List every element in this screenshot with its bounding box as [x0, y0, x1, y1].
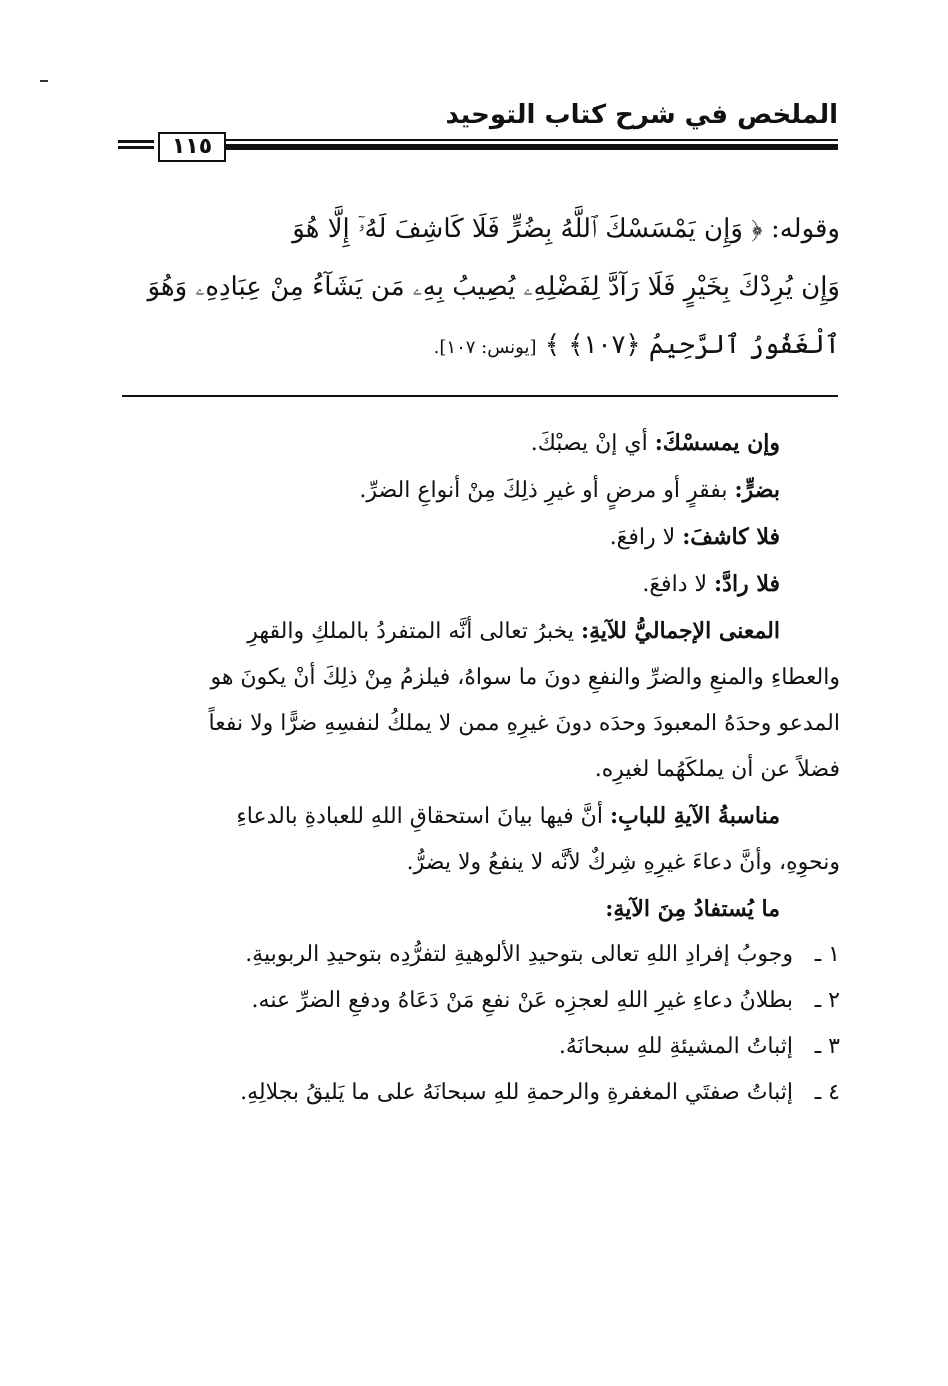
definition-meaning: لا رافعَ. [609, 525, 676, 550]
definition-term: بضرٍّ: [734, 477, 780, 503]
verse-reference: [يونس: ١٠٧]. [433, 337, 537, 358]
verse-line-3 [120, 316, 840, 377]
relevance-line-1 [120, 793, 840, 840]
header-rule [118, 132, 838, 162]
benefit-text: وجوبُ إفرادِ اللهِ تعالى بتوحيدِ الألوهيةِ لتفرُّدِه بتوحيدِ الربوبيةِ. [245, 942, 793, 967]
section-divider [122, 395, 838, 397]
definition-2 [120, 467, 840, 514]
relevance-text-1: أنَّ فيها بيانَ استحقاقِ اللهِ للعبادةِ بالدعاءِ [236, 804, 603, 829]
benefit-number: ٣ ـ [814, 1034, 840, 1059]
definition-meaning: لا دافعَ. [642, 572, 708, 597]
running-header-title: الملخص في شرح كتاب التوحيد [445, 100, 838, 130]
header-rule-thick-line [226, 144, 838, 150]
benefit-item-4 [120, 1070, 840, 1116]
definition-meaning: أي إنْ يصبْكَ. [530, 431, 648, 456]
verse-line-2: وَإِن يُرِدْكَ بِخَيْرٍ فَلَا رَآدَّ لِفَضْلِهِۦ يُصِيبُ بِهِۦ مَن يَشَآءُ مِنْ عِبَادِهِۦ وَهُوَ [147, 272, 840, 302]
benefit-number: ٤ ـ [814, 1080, 840, 1105]
definition-term: وإن يمسسْكَ: [654, 430, 780, 456]
definition-1 [120, 420, 840, 467]
benefit-text: بطلانُ دعاءِ غيرِ اللهِ لعجزِه عَنْ نفعِ مَنْ دَعَاهُ ودفعِ الضرِّ عنه. [251, 988, 793, 1013]
general-meaning-line-4: فضلاً عن أن يملكَهُما لغيرِه. [594, 757, 840, 782]
benefit-item-2 [120, 978, 840, 1024]
benefit-text: إثباتُ المشيئةِ للهِ سبحانَهُ. [558, 1034, 793, 1059]
definition-term: فلا كاشفَ: [682, 524, 780, 550]
header-rule-thin-line [226, 139, 838, 141]
definition-3 [120, 514, 840, 561]
benefit-item-1 [120, 932, 840, 978]
benefit-number: ١ ـ [814, 942, 840, 967]
general-meaning-line-1 [120, 608, 840, 655]
definition-4 [120, 561, 840, 608]
benefit-item-3 [120, 1024, 840, 1070]
general-meaning-text-1: يخبرُ تعالى أنَّه المتفردُ بالملكِ والقهرِ [247, 619, 574, 644]
benefits-heading: ما يُستفادُ مِنَ الآيةِ: [605, 896, 780, 922]
benefit-text: إثباتُ صفتَي المغفرةِ والرحمةِ للهِ سبحانَهُ على ما يَليقُ بجلالِهِ. [240, 1080, 793, 1105]
quran-verse [120, 200, 840, 377]
general-meaning-line-2: والعطاءِ والمنعِ والضرِّ والنفعِ دونَ ما سواهُ، فيلزمُ مِنْ ذلِكَ أنْ يكونَ هو [210, 665, 840, 690]
relevance-line-2: ونحوِهِ، وأنَّ دعاءَ غيرِهِ شِركٌ لأنَّه لا ينفعُ ولا يضرُّ. [406, 850, 840, 875]
general-meaning-line-3: المدعو وحدَهُ المعبودَ وحدَه دونَ غيرِهِ ممن لا يملكُ لنفسِهِ ضرًّا ولا نفعاً [208, 711, 840, 736]
verse-line-3-text: ٱلْغَفُورُ ٱلرَّحِيمُ ﴿١٠٧﴾ ﴾ [544, 330, 840, 360]
definition-term: فلا رادَّ: [714, 571, 780, 597]
definition-meaning: بفقرٍ أو مرضٍ أو غيرِ ذلِكَ مِنْ أنواعِ الضرِّ. [359, 478, 728, 503]
relevance-heading: مناسبةُ الآيةِ للبابِ: [609, 803, 780, 829]
header-rule-left-lines [118, 140, 154, 143]
page-number: ١١٥ [158, 132, 226, 162]
commentary [120, 420, 840, 1116]
verse-line-1: وقوله: ﴿ وَإِن يَمْسَسْكَ ٱللَّهُ بِضُرٍّ فَلَا كَاشِفَ لَهُۥٓ إِلَّا هُوَ [292, 214, 840, 244]
general-meaning-heading: المعنى الإجماليُّ للآيةِ: [580, 618, 780, 644]
margin-mark [40, 80, 48, 82]
benefit-number: ٢ ـ [814, 988, 840, 1013]
